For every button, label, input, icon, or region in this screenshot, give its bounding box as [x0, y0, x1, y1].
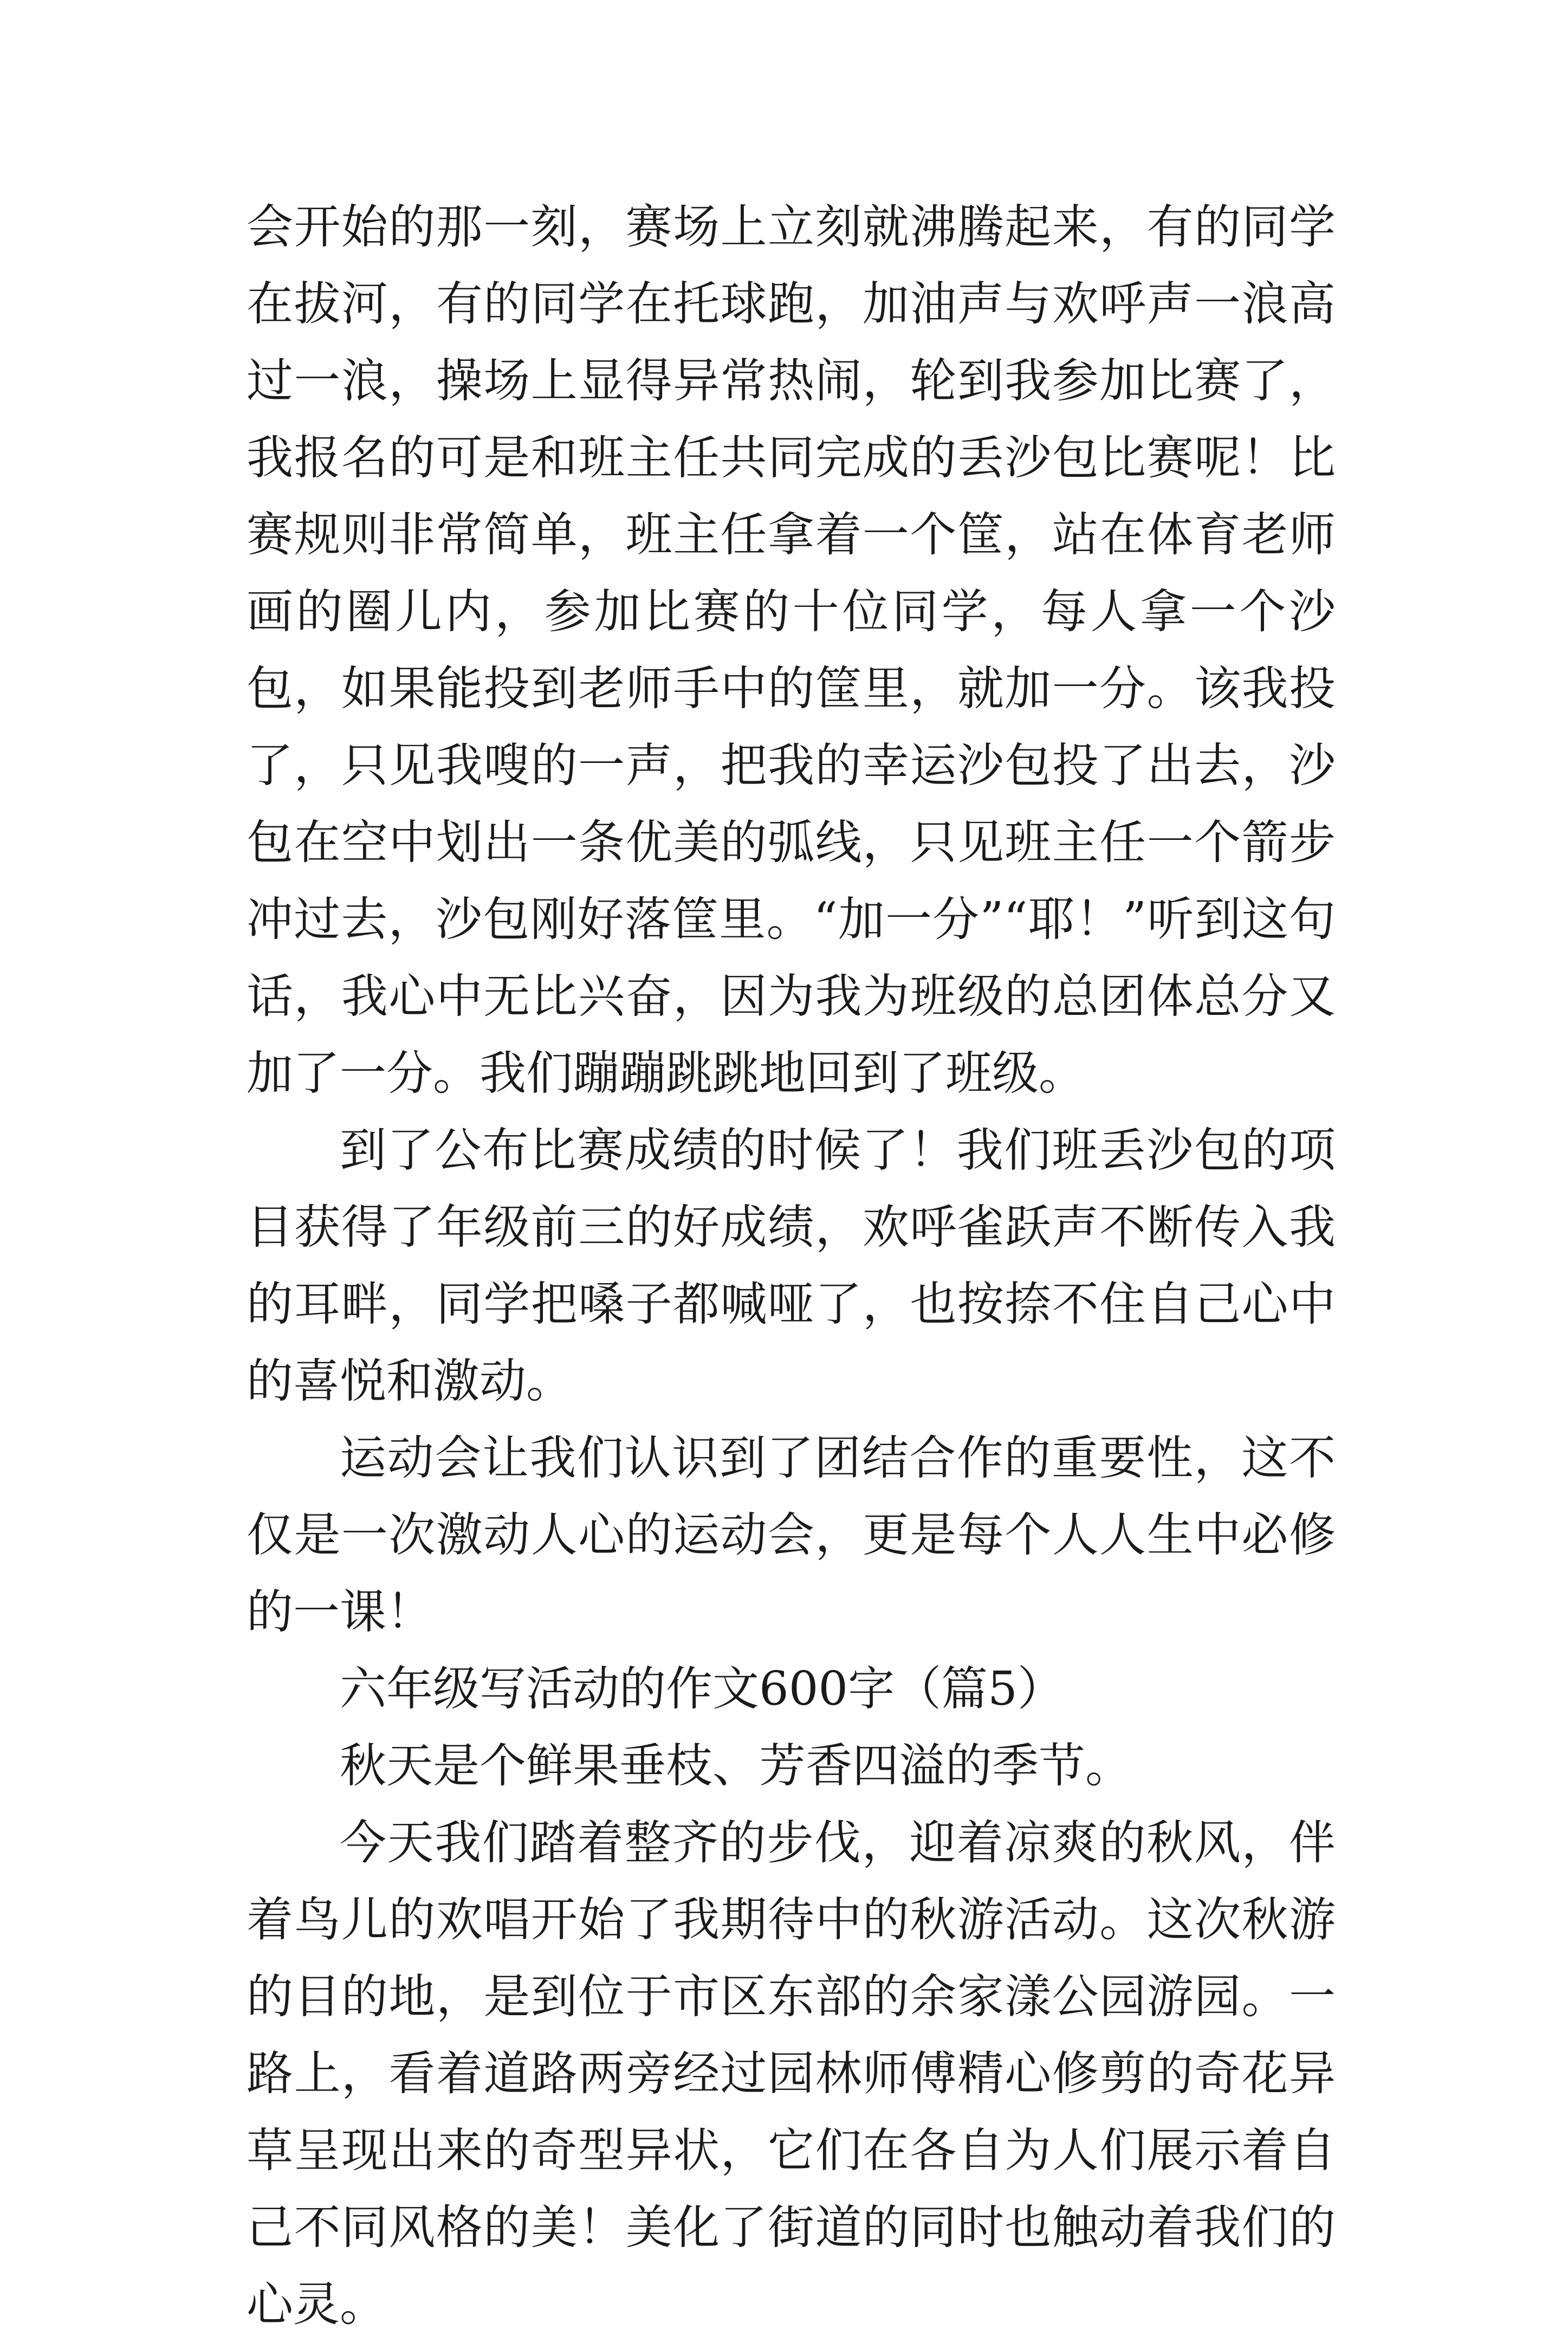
- paragraph-conclusion: 运动会让我们认识到了团结合作的重要性，这不仅是一次激动人心的运动会，更是每个人人生中必修的一课！: [247, 1431, 1336, 1639]
- paragraph-autumn-intro: 秋天是个鲜果垂枝、芳香四溢的季节。: [340, 1739, 1132, 1793]
- document-page: [247, 189, 1336, 2343]
- paragraph-autumn-trip: 今天我们踏着整齐的步伐，迎着凉爽的秋风，伴着鸟儿的欢唱开始了我期待中的秋游活动。这次秋游的目的地，是到位于市区东部的余家漾公园游园。一路上，看着道路两旁经过园林师傅精心修剪的奇花异草呈现出来的奇型异状，它们在各自为人们展示着自己不同风格的美！美化了街道的同时也触动着我们的心灵。: [247, 1816, 1336, 2332]
- section-heading: 六年级写活动的作文600字（篇5）: [340, 1662, 1064, 1716]
- paragraph-continuation: 会开始的那一刻，赛场上立刻就沸腾起来，有的同学在拔河，有的同学在托球跑，加油声与欢呼声一浪高过一浪，操场上显得异常热闹，轮到我参加比赛了，我报名的可是和班主任共同完成的丢沙包比赛呢！比赛规则非常简单，班主任拿着一个筐，站在体育老师画的圈儿内，参加比赛的十位同学，每人拿一个沙包，如果能投到老师手中的筐里，就加一分。该我投了，只见我嗖的一声，把我的幸运沙包投了出去，沙包在空中划出一条优美的弧线，只见班主任一个箭步冲过去，沙包刚好落筐里。“加一分”“耶！”听到这句话，我心中无比兴奋，因为我为班级的总团体总分又加了一分。我们蹦蹦跳跳地回到了班级。: [247, 200, 1336, 1101]
- paragraph-results: 到了公布比赛成绩的时候了！我们班丢沙包的项目获得了年级前三的好成绩，欢呼雀跃声不断传入我的耳畔，同学把嗓子都喊哑了，也按捺不住自己心中的喜悦和激动。: [247, 1123, 1336, 1408]
